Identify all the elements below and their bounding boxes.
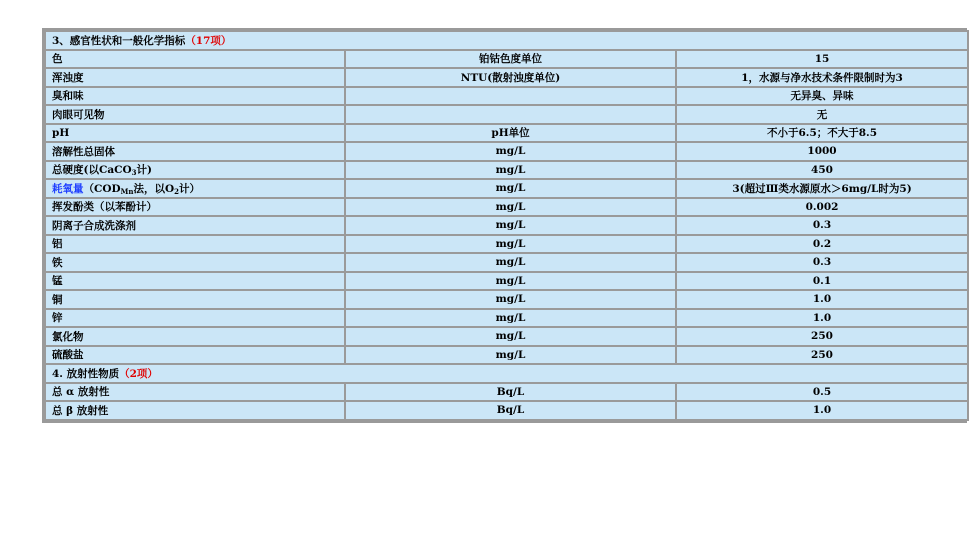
indicator-unit: mg/L	[346, 217, 675, 234]
indicator-unit: mg/L	[346, 180, 675, 197]
indicator-name: 氯化物	[46, 328, 344, 345]
oxygen-subscript-1: Mn	[120, 186, 134, 196]
table-row	[46, 291, 967, 308]
table-row	[46, 273, 967, 290]
table-row	[46, 51, 967, 68]
indicator-unit: mg/L	[346, 254, 675, 271]
indicator-name: 臭和味	[46, 88, 344, 105]
indicator-unit: mg/L	[346, 236, 675, 253]
table-row	[46, 384, 967, 401]
indicator-limit: 450	[677, 162, 967, 179]
indicator-limit: 250	[677, 347, 967, 364]
hardness-suffix: 计)	[136, 164, 152, 177]
indicator-limit: 0.1	[677, 273, 967, 290]
section-3-count: （17项）	[185, 34, 232, 47]
indicator-name: 铜	[46, 291, 344, 308]
table-row	[46, 254, 967, 271]
indicator-unit: Bq/L	[346, 402, 675, 419]
table-row	[46, 217, 967, 234]
indicator-limit: 0.5	[677, 384, 967, 401]
table-row	[46, 162, 967, 179]
oxygen-name: 耗氧量	[52, 182, 84, 195]
hardness-prefix: 总硬度(以CaCO	[52, 164, 132, 177]
table-row	[46, 328, 967, 345]
indicator-limit: 1.0	[677, 402, 967, 419]
table-row	[46, 106, 967, 123]
indicator-name: 总 β 放射性	[46, 402, 344, 419]
indicator-limit: 无	[677, 106, 967, 123]
table-row	[46, 199, 967, 216]
table-row	[46, 88, 967, 105]
indicator-unit: mg/L	[346, 143, 675, 160]
indicator-name: 浑浊度	[46, 69, 344, 86]
indicator-name: 挥发酚类（以苯酚计）	[46, 199, 344, 216]
indicator-limit: 无异臭、异味	[677, 88, 967, 105]
hardness-subscript: 3	[131, 168, 137, 178]
indicator-unit: mg/L	[346, 162, 675, 179]
indicator-unit: 铂钴色度单位	[346, 51, 675, 68]
table-row	[46, 310, 967, 327]
table-row	[46, 402, 967, 419]
indicator-limit: 不小于6.5；不大于8.5	[677, 125, 967, 142]
oxygen-part-2: 法，以O	[133, 182, 175, 195]
indicator-limit: 3(超过Ⅲ类水源原水＞6mg/L时为5)	[677, 180, 967, 197]
section-header-row	[46, 32, 967, 49]
indicator-limit: 1000	[677, 143, 967, 160]
indicator-unit: mg/L	[346, 310, 675, 327]
indicator-name: 铝	[46, 236, 344, 253]
section-4-count: （2项）	[119, 367, 158, 380]
water-quality-table	[44, 30, 969, 421]
indicator-limit: 0.2	[677, 236, 967, 253]
indicator-unit: mg/L	[346, 273, 675, 290]
table-row	[46, 347, 967, 364]
indicator-name: 锌	[46, 310, 344, 327]
table-row	[46, 236, 967, 253]
indicator-name: 肉眼可见物	[46, 106, 344, 123]
indicator-unit: Bq/L	[346, 384, 675, 401]
section-4-title: 4. 放射性物质	[52, 367, 120, 380]
indicator-name: 阴离子合成洗涤剂	[46, 217, 344, 234]
oxygen-part-3: 计）	[178, 182, 200, 195]
water-quality-table-frame	[42, 28, 967, 423]
table-row	[46, 125, 967, 142]
section-3-header	[46, 32, 967, 49]
section-3-title: 3、感官性状和一般化学指标	[52, 34, 186, 47]
indicator-name: 溶解性总固体	[46, 143, 344, 160]
indicator-unit: pH单位	[346, 125, 675, 142]
indicator-unit: mg/L	[346, 347, 675, 364]
indicator-name: 色	[46, 51, 344, 68]
indicator-unit: mg/L	[346, 291, 675, 308]
indicator-unit: NTU(散射浊度单位)	[346, 69, 675, 86]
indicator-name: pH	[46, 125, 344, 142]
table-row	[46, 69, 967, 86]
indicator-name: 总 α 放射性	[46, 384, 344, 401]
indicator-limit: 1，水源与净水技术条件限制时为3	[677, 69, 967, 86]
table-row	[46, 180, 967, 197]
indicator-limit: 0.3	[677, 217, 967, 234]
section-header-row	[46, 365, 967, 382]
indicator-limit: 0.002	[677, 199, 967, 216]
indicator-limit: 1.0	[677, 310, 967, 327]
indicator-limit: 0.3	[677, 254, 967, 271]
indicator-limit: 15	[677, 51, 967, 68]
oxygen-part-1: （COD	[83, 182, 121, 195]
indicator-name: 锰	[46, 273, 344, 290]
indicator-name-oxygen	[46, 180, 344, 197]
indicator-name-hardness	[46, 162, 344, 179]
indicator-name: 硫酸盐	[46, 347, 344, 364]
indicator-name: 铁	[46, 254, 344, 271]
oxygen-subscript-2: 2	[174, 186, 179, 196]
indicator-unit: mg/L	[346, 328, 675, 345]
indicator-unit: mg/L	[346, 199, 675, 216]
indicator-unit	[346, 88, 675, 105]
indicator-limit: 1.0	[677, 291, 967, 308]
table-row	[46, 143, 967, 160]
section-4-header	[46, 365, 967, 382]
indicator-limit: 250	[677, 328, 967, 345]
indicator-unit	[346, 106, 675, 123]
